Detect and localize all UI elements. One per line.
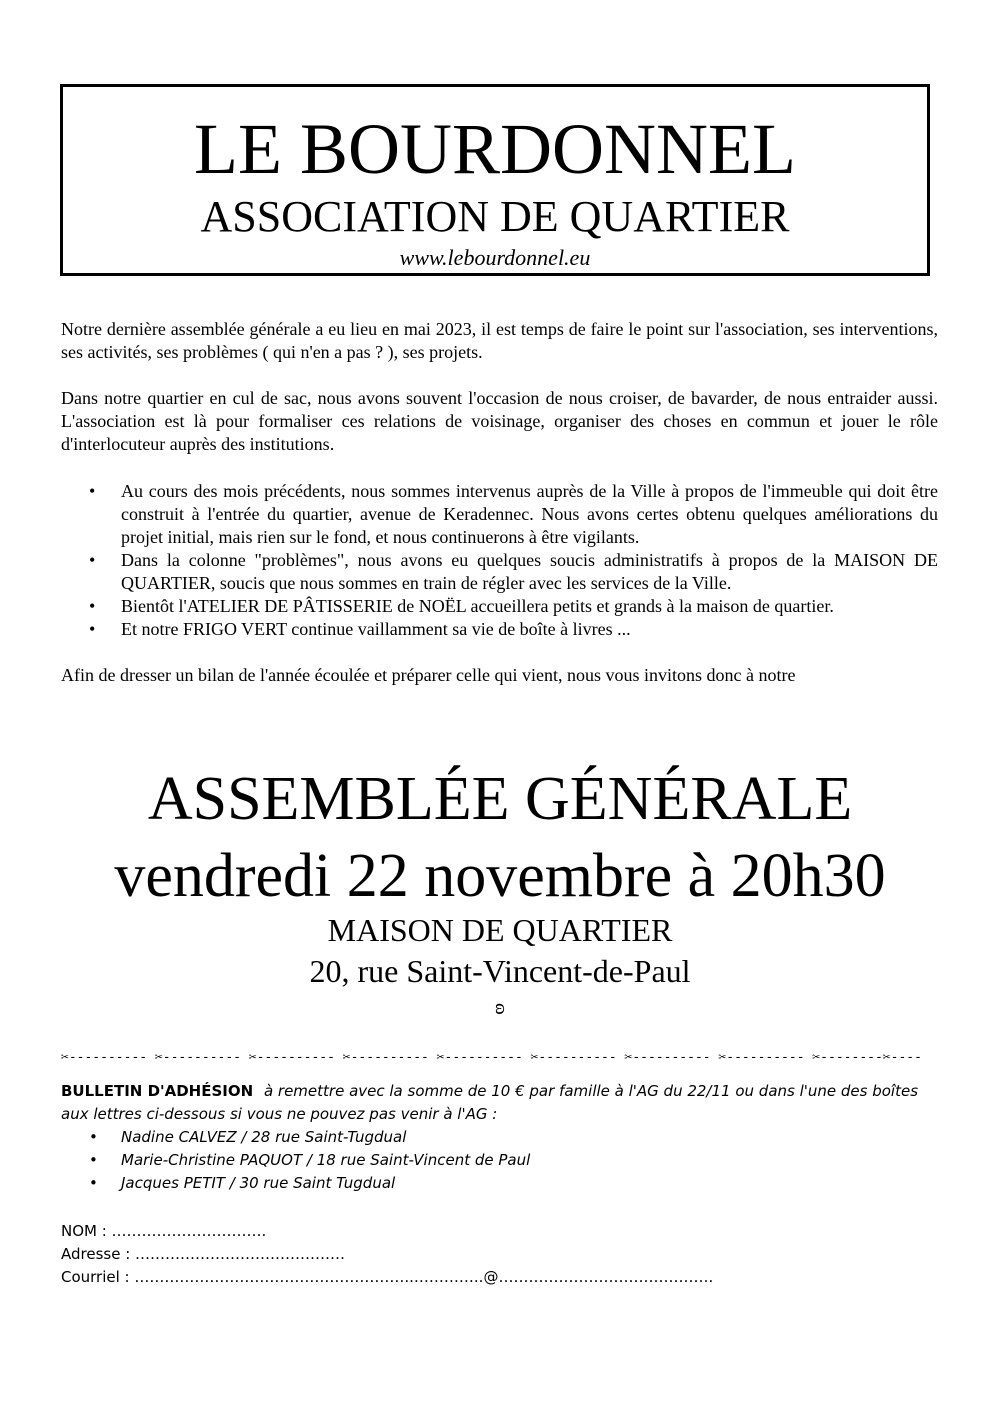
list-item [61, 549, 938, 595]
assembly-address: 20, rue Saint-Vincent-de-Paul [309, 953, 691, 989]
list-item-text: Dans la colonne "problèmes", nous avons eu quelques soucis administratifs à propos de la MAISON DE QUARTIER, soucis que nous sommes en train de régler avec les services de la Ville. [121, 550, 938, 593]
membership-form-label: BULLETIN D'ADHÉSION [61, 1082, 254, 1100]
mailbox-address: Jacques PETIT / 30 rue Saint Tugdual [121, 1174, 396, 1192]
bullet-icon: • [89, 1174, 98, 1192]
bullet-icon: • [89, 596, 96, 616]
header-box [60, 84, 930, 276]
membership-fields [61, 1220, 941, 1289]
assembly-date: vendredi 22 novembre à 20h30 [114, 842, 886, 910]
bullet-icon: • [89, 1151, 98, 1169]
neighbourhood-paragraph: Dans notre quartier en cul de sac, nous avons souvent l'occasion de nous croiser, de bavarder, de nous entraider aussi. L'association est là pour formaliser ces relations de voisinage, organiser des choses en commun et jouer le rôle d'interlocuteur auprès des institutions. [61, 388, 938, 454]
list-item [61, 1126, 530, 1149]
mailbox-list [61, 1126, 530, 1195]
list-item [61, 618, 938, 641]
association-subtitle: ASSOCIATION DE QUARTIER [200, 192, 790, 241]
list-item-text: Et notre FRIGO VERT continue vaillamment sa vie de boîte à livres ... [121, 619, 631, 639]
membership-form-instructions: à remettre avec la somme de 10 € par famille à l'AG du 22/11 ou dans l'une des boîtes aux lettres ci-dessous si vous ne pouvez pas venir à l'AG : [61, 1082, 919, 1123]
list-item [61, 480, 938, 549]
intro-paragraph: Notre dernière assemblée générale a eu lieu en mai 2023, il est temps de faire le point sur l'association, ses interventions, ses activités, ses problèmes ( qui n'en a pas ? ), ses projets. [61, 319, 938, 362]
mailbox-address: Marie-Christine PAQUOT / 18 rue Saint-Vincent de Paul [121, 1151, 531, 1169]
list-item [61, 1149, 530, 1172]
news-list [61, 480, 938, 641]
mailbox-address: Nadine CALVEZ / 28 rue Saint-Tugdual [121, 1128, 407, 1146]
list-item [61, 1172, 530, 1195]
address-field: Adresse : …………………………………… [61, 1245, 346, 1263]
ornament-icon: ʚ [495, 994, 505, 1019]
list-item-text: Au cours des mois précédents, nous sommes intervenus auprès de la Ville à propos de l'immeuble qui doit être construit à l'entrée du quartier, avenue de Keradennec. Nous avons certes obtenu quelques améliorations du projet initial, mais rien sur le fond, et nous continuerons à être vigilants. [121, 481, 938, 547]
cut-line: ✂---------- ✂---------- ✂---------- ✂---------- ✂---------- ✂---------- ✂---------- ✂---------- ✂--------✂---- [61, 1050, 922, 1065]
invitation-paragraph: Afin de dresser un bilan de l'année écoulée et préparer celle qui vient, nous vous invitons donc à notre [61, 665, 796, 685]
list-item [61, 595, 938, 618]
membership-form-intro [61, 1080, 941, 1126]
bullet-icon: • [89, 550, 96, 570]
association-title: LE BOURDONNEL [194, 109, 796, 189]
website-link[interactable]: www.lebourdonnel.eu [399, 245, 591, 270]
assembly-place: MAISON DE QUARTIER [327, 912, 673, 948]
bullet-icon: • [89, 619, 96, 639]
name-field: NOM : …………………………. [61, 1222, 267, 1240]
bullet-icon: • [89, 1128, 98, 1146]
email-field: Courriel : ………………………………………………..…………..@……………………………………. [61, 1268, 714, 1286]
assembly-title: ASSEMBLÉE GÉNÉRALE [147, 765, 853, 833]
list-item-text: Bientôt l'ATELIER DE PÂTISSERIE de NOËL accueillera petits et grands à la maison de quartier. [121, 596, 834, 616]
bullet-icon: • [89, 481, 96, 501]
